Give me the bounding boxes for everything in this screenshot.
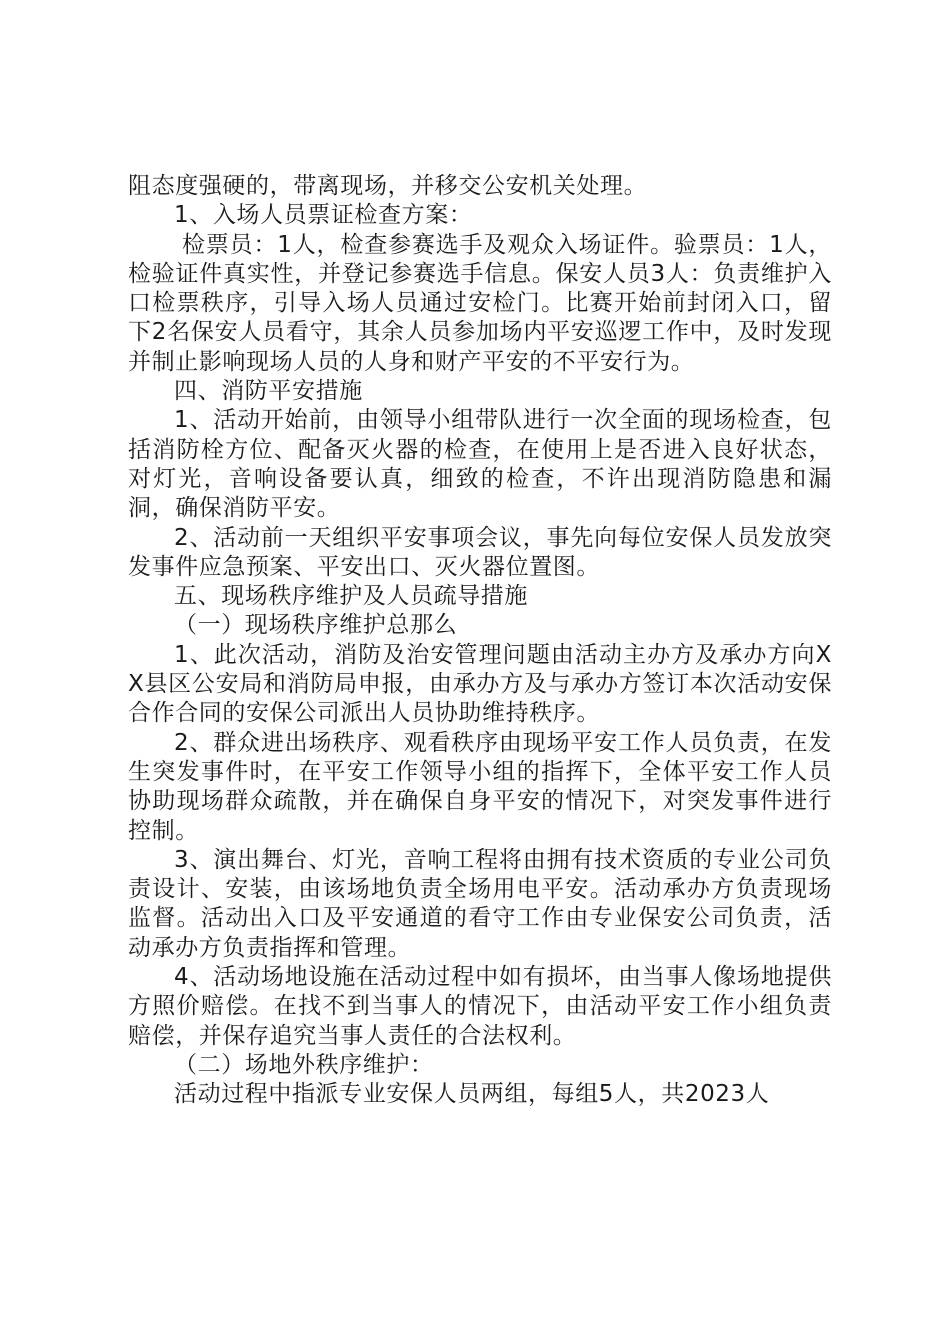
section-heading-fire-safety: 四、消防平安措施 (174, 378, 363, 405)
paragraph-order-2: 2、群众进出场秩序、观看秩序由现场平安工作人员负责，在发生突发事件时，在平安工作领导小组的指挥下，全体平安工作人员协助现场群众疏散，并在确保自身平安的情况下，对突发事件进行控制。 (128, 729, 832, 844)
paragraph-order-3: 3、演出舞台、灯光，音响工程将由拥有技术资质的专业公司负责设计、安装，由该场地负责全场用电平安。活动承办方负责现场监督。活动出入口及平安通道的看守工作由专业保安公司负责，活动承办方负责指挥和管理。 (128, 846, 832, 961)
paragraph-fire-safety-2: 2、活动前一天组织平安事项会议，事先向每位安保人员发放突发事件应急预案、平安出口、灭火器位置图。 (128, 524, 832, 580)
paragraph-order-1: 1、此次活动，消防及治安管理问题由活动主办方及承办方向XX县区公安局和消防局申报，由承办方及与承办方签订本次活动安保合作合同的安保公司派出人员协助维持秩序。 (128, 641, 832, 727)
document-body (128, 172, 832, 1110)
subsection-heading-outside-order: （二）场地外秩序维护： (174, 1051, 434, 1078)
section-heading-order-maintenance: 五、现场秩序维护及人员疏导措施 (174, 583, 528, 610)
paragraph-outside-order-detail: 活动过程中指派专业安保人员两组，每组5人，共2023人 (174, 1081, 770, 1108)
paragraph-fire-safety-1: 1、活动开始前，由领导小组带队进行一次全面的现场检查，包括消防栓方位、配备灭火器的检查，在使用上是否进入良好状态，对灯光，音响设备要认真，细致的检查，不许出现消防隐患和漏洞，确保消防平安。 (128, 407, 832, 522)
paragraph-order-4: 4、活动场地设施在活动过程中如有损坏，由当事人像场地提供方照价赔偿。在找不到当事人的情况下，由活动平安工作小组负责赔偿，并保存追究当事人责任的合法权利。 (128, 964, 832, 1049)
subsection-heading-general-rules: （一）现场秩序维护总那么 (174, 612, 458, 639)
paragraph-continuation: 阻态度强硬的，带离现场，并移交公安机关处理。 (128, 173, 648, 199)
paragraph-ticket-check-heading: 1、入场人员票证检查方案： (174, 202, 473, 229)
paragraph-ticket-check-detail: 检票员：1人，检查参赛选手及观众入场证件。验票员：1人，检验证件真实性，并登记参赛选手信息。保安人员3人：负责维护入口检票秩序，引导入场人员通过安检门。比赛开始前封闭入口，留下2名保安人员看守，其余人员参加场内平安巡逻工作中，及时发现并制止影响现场人员的人身和财产平安的不平安行为。 (128, 231, 832, 375)
